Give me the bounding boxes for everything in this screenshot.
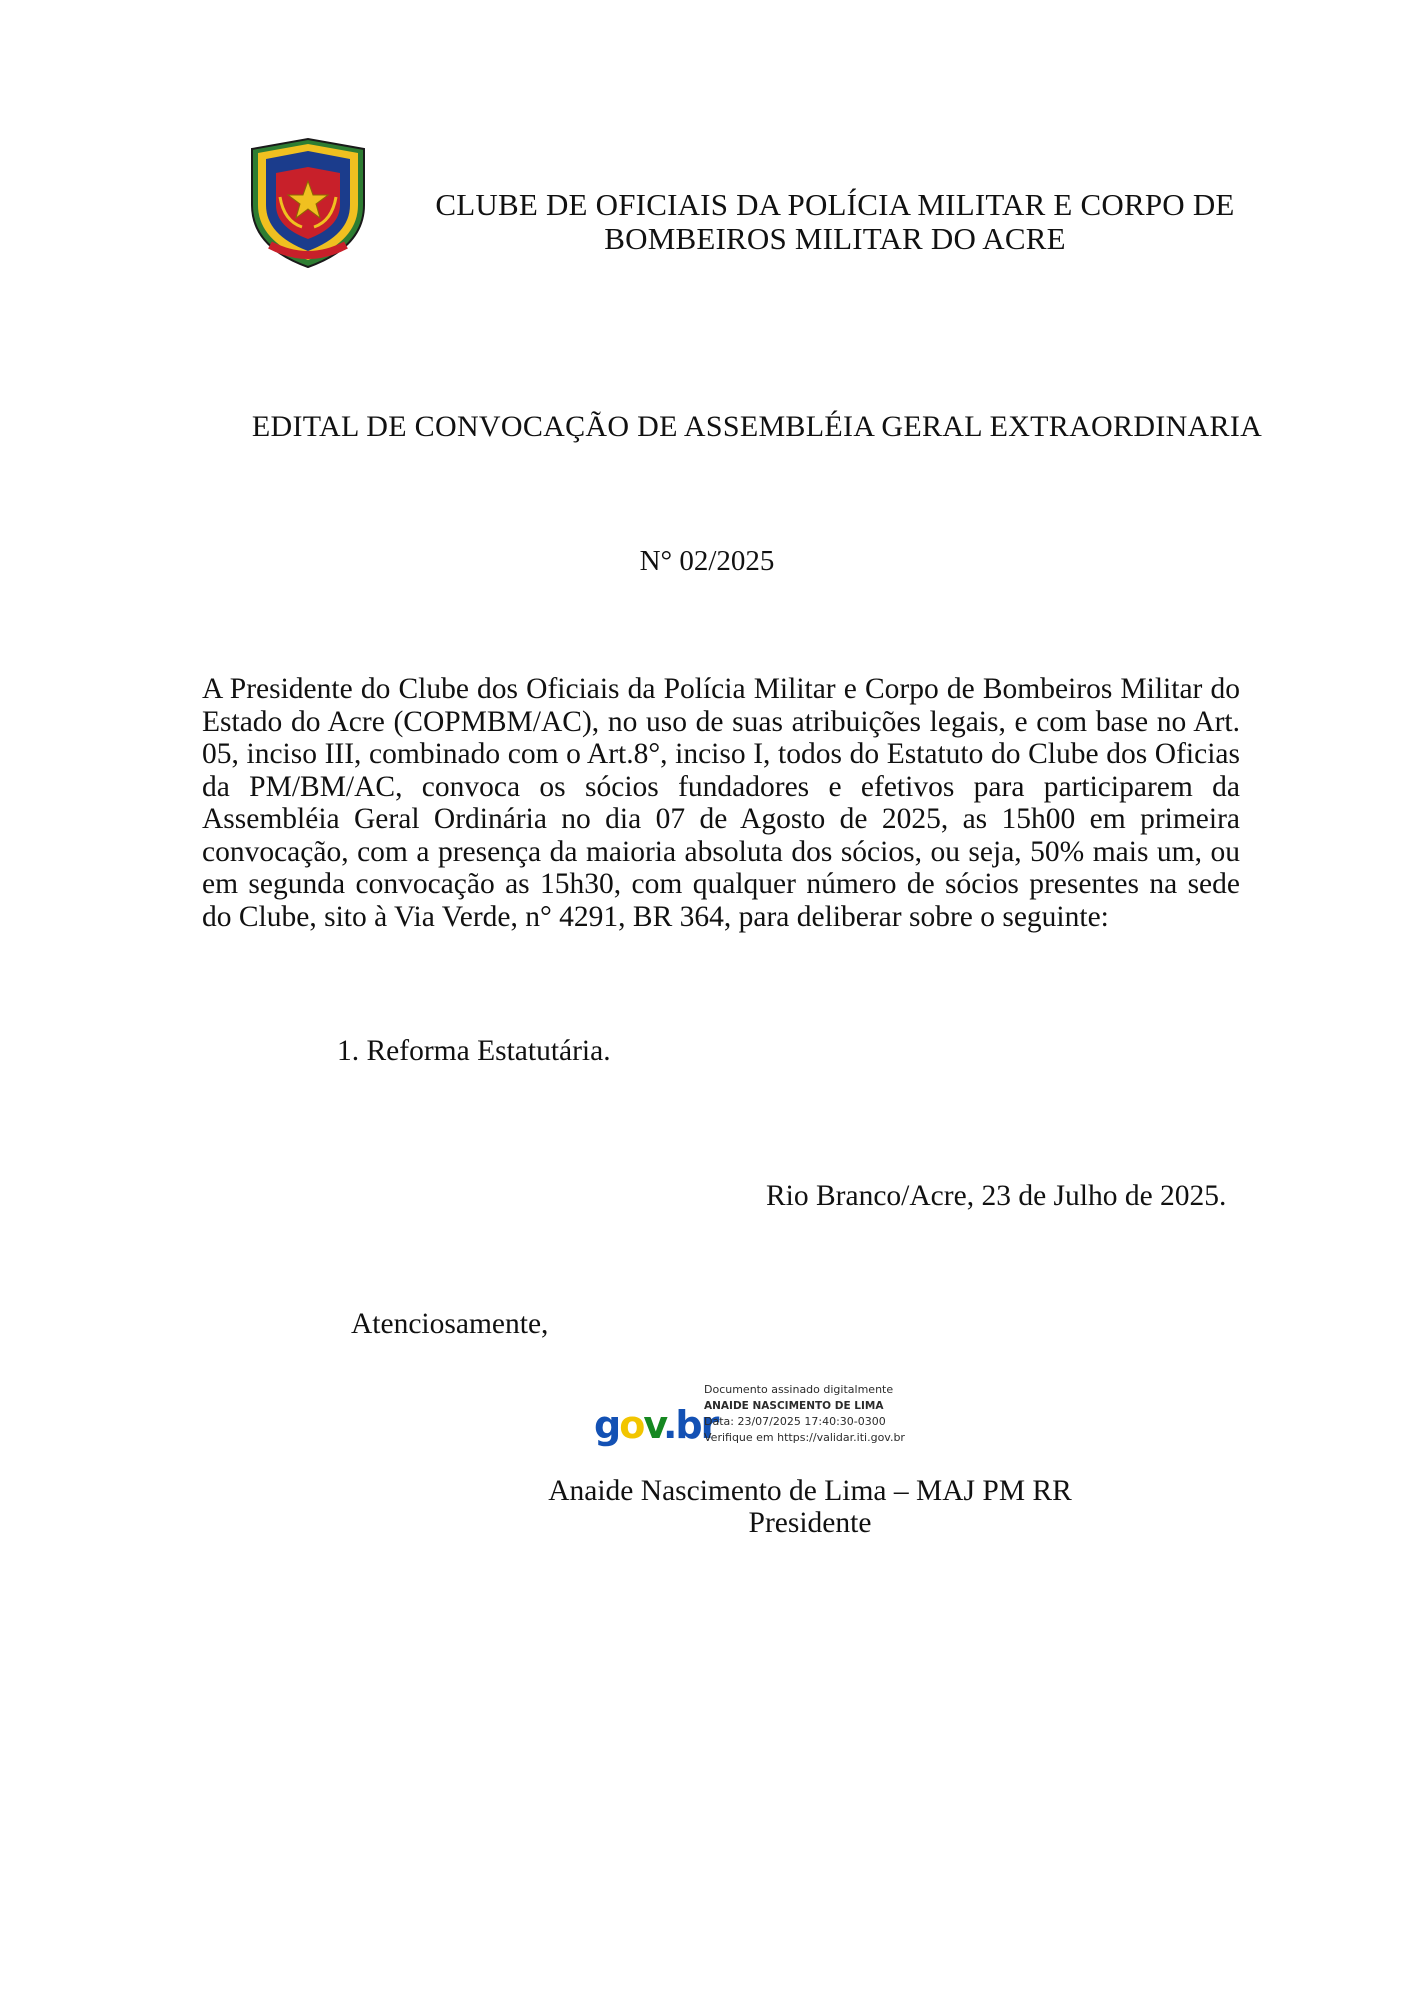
govbr-logo <box>594 1400 718 1448</box>
signature-date: Data: 23/07/2025 17:40:30-0300 <box>704 1415 886 1428</box>
agenda-list <box>337 1035 611 1068</box>
agenda-item: 1. Reforma Estatutária. <box>337 1035 611 1067</box>
signer-block <box>500 1475 1120 1539</box>
organization-line-2: BOMBEIROS MILITAR DO ACRE <box>604 221 1066 256</box>
signature-name: ANAIDE NASCIMENTO DE LIMA <box>704 1400 884 1412</box>
signature-details <box>704 1382 905 1446</box>
closing: Atenciosamente, <box>351 1308 549 1340</box>
place-date: Rio Branco/Acre, 23 de Julho de 2025. <box>766 1180 1227 1212</box>
document-title: EDITAL DE CONVOCAÇÃO DE ASSEMBLÉIA GERAL EXTRAORDINARIA <box>251 410 1263 443</box>
organization-header <box>420 188 1250 256</box>
document-body: A Presidente do Clube dos Oficiais da Polícia Militar e Corpo de Bombeiros Militar do Estado do Acre (COPMBM/AC), no uso de suas atribuições legais, e com base no Art. 05, inciso III, combinado com o Art.8°, inciso I, todos do Estatuto do Clube dos Oficias da PM/BM/AC, convoca os sócios fundadores e efetivos para participarem da Assembléia Geral Ordinária no dia 07 de Agosto de 2025, as 15h00 em primeira convocação, com a presença da maioria absoluta dos sócios, ou seja, 50% mais um, ou em segunda convocação as 15h30, com qualquer número de sócios presentes na sede do Clube, sito à Via Verde, n° 4291, BR 364, para deliberar sobre o seguinte: <box>202 673 1240 933</box>
club-logo <box>240 135 376 271</box>
signature-verify-link[interactable]: Verifique em https://validar.iti.gov.br <box>704 1431 905 1444</box>
digital-signature-stamp <box>594 1382 934 1454</box>
svg-text:gov.br: gov.br <box>594 1403 718 1447</box>
organization-line-1: CLUBE DE OFICIAIS DA POLÍCIA MILITAR E CORPO DE <box>435 187 1235 222</box>
signer-name: Anaide Nascimento de Lima – MAJ PM RR <box>548 1475 1072 1507</box>
signer-role: Presidente <box>748 1507 872 1539</box>
document-number: N° 02/2025 <box>639 545 775 577</box>
signature-line: Documento assinado digitalmente <box>704 1383 894 1396</box>
